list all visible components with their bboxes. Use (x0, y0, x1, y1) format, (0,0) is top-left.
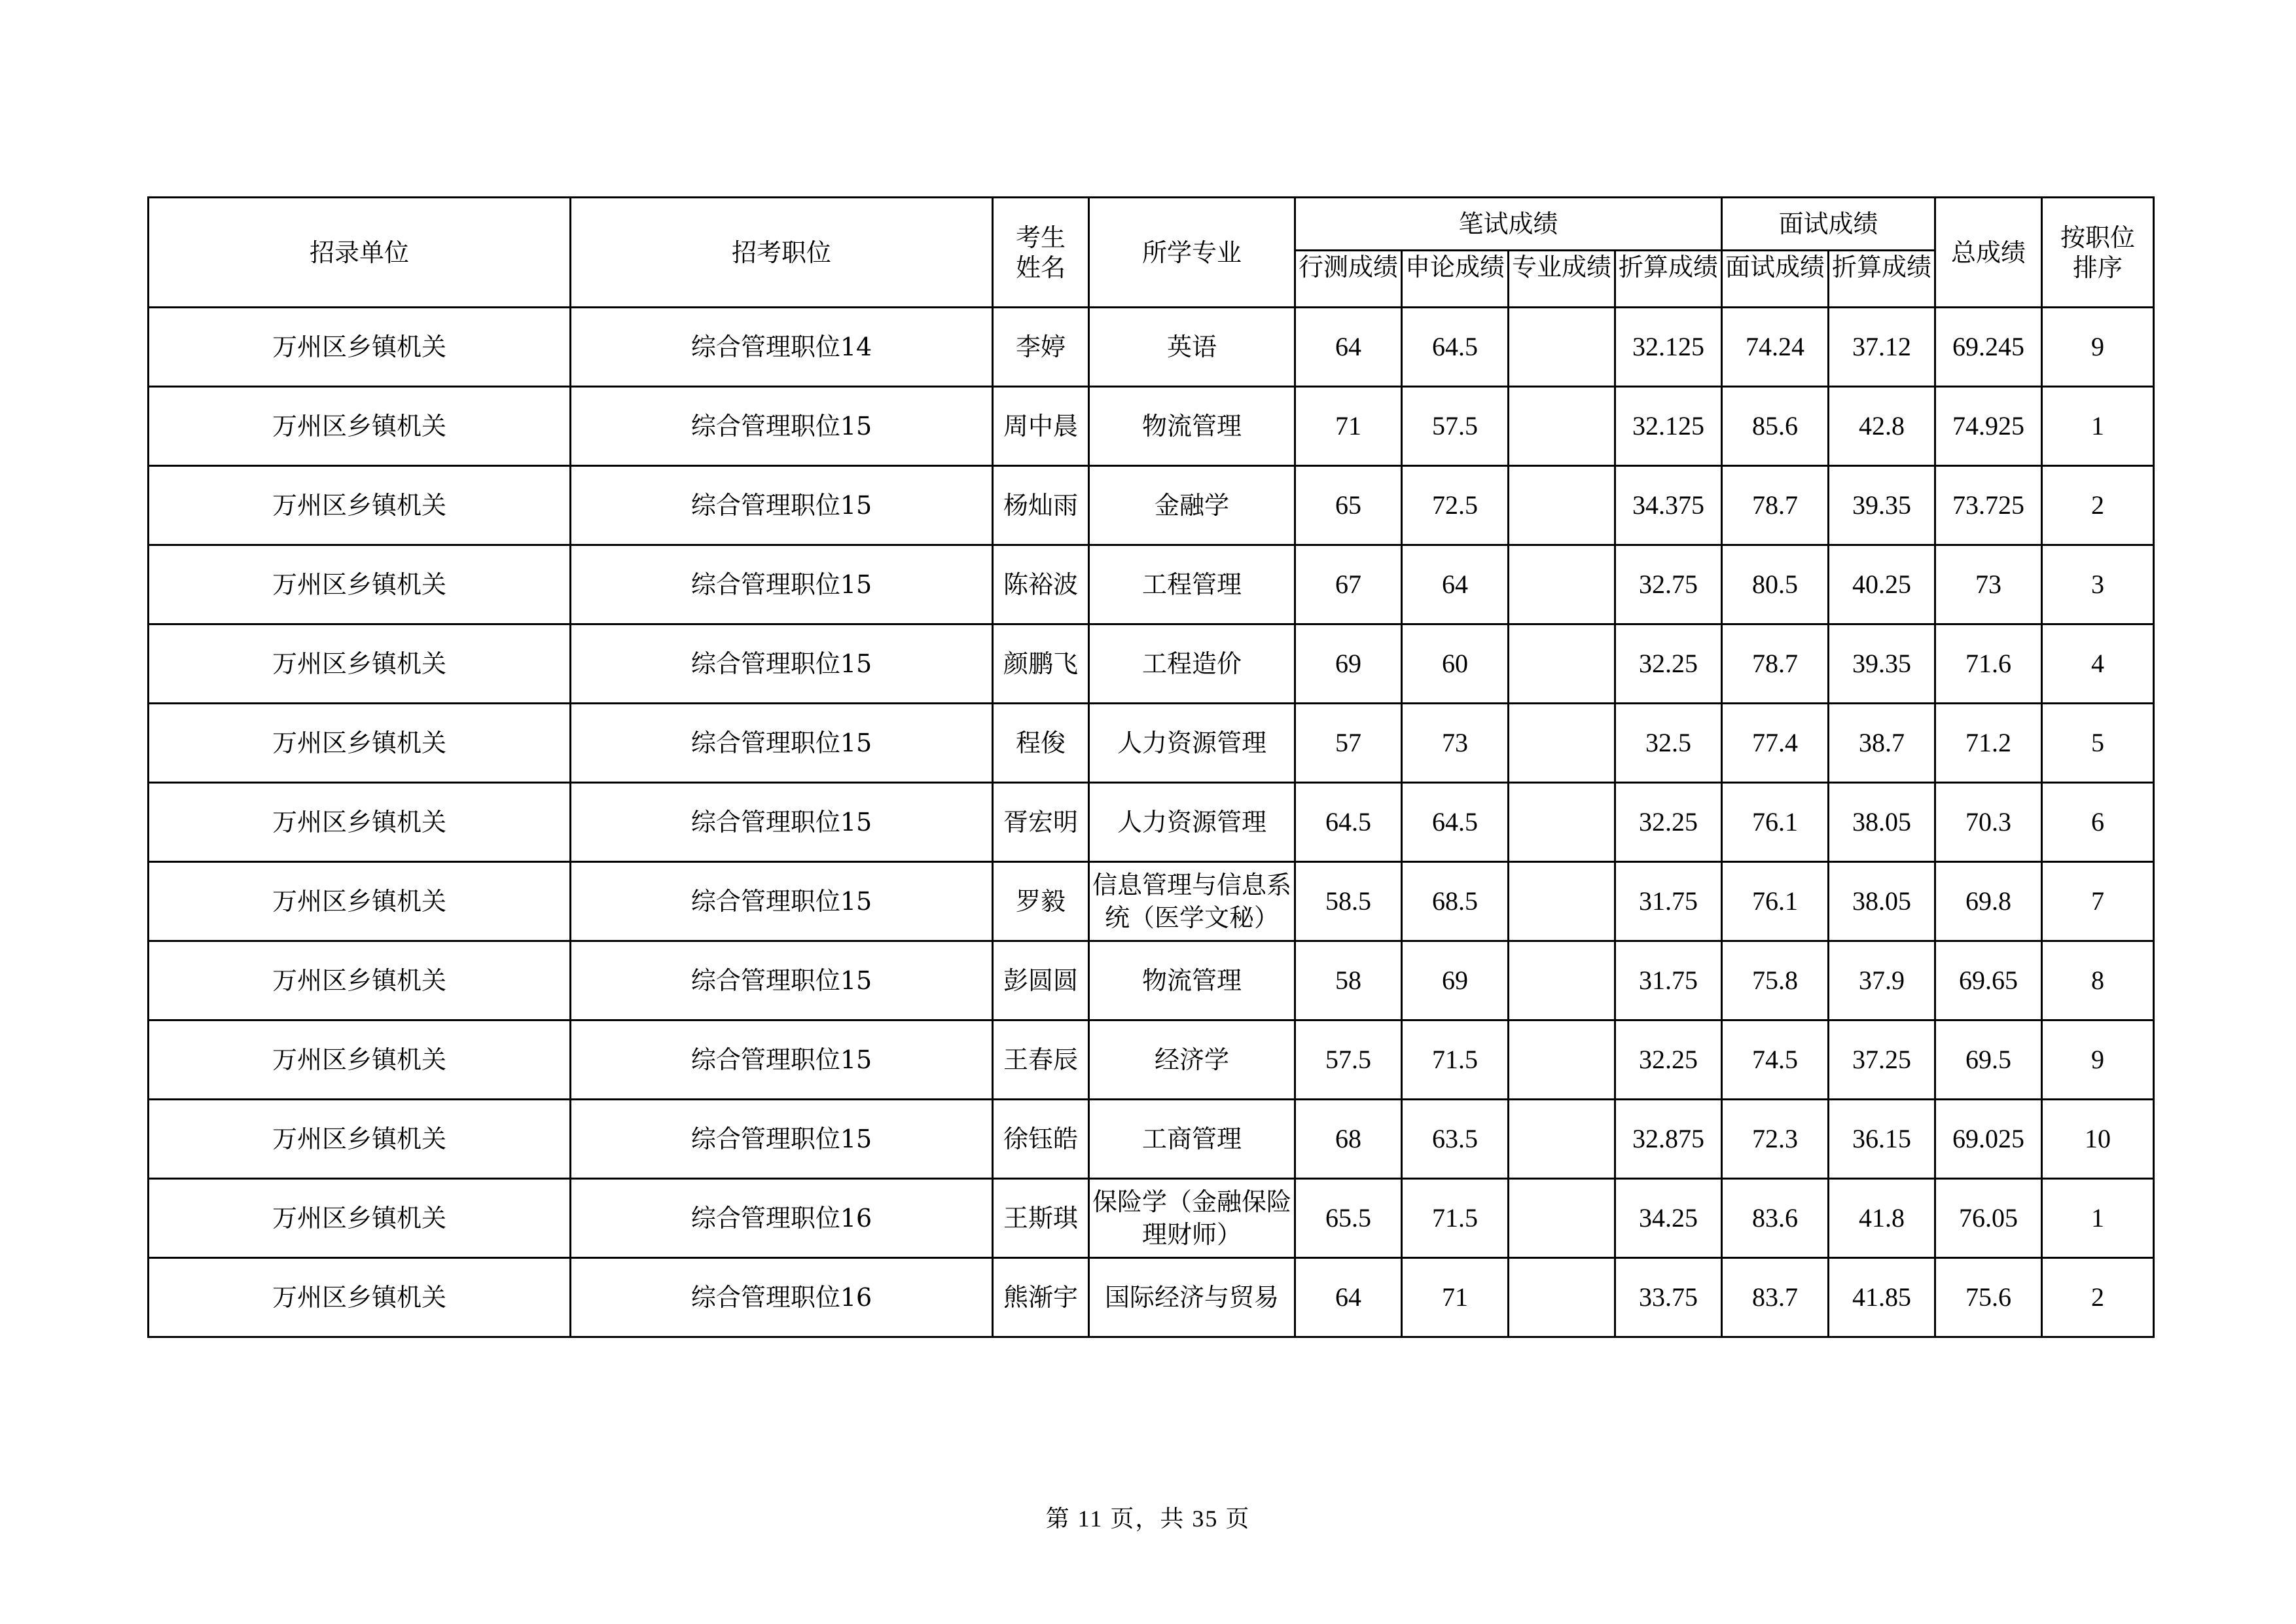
header-shenlun: 申论成绩 (1402, 251, 1509, 308)
cell-rank: 2 (2042, 466, 2154, 545)
cell-zhuanye (1509, 308, 1615, 387)
cell-name: 程俊 (993, 704, 1089, 783)
header-xingce: 行测成绩 (1295, 251, 1402, 308)
header-written: 笔试成绩 (1295, 198, 1722, 251)
cell-written-converted: 32.125 (1615, 308, 1722, 387)
cell-unit: 万州区乡镇机关 (149, 387, 571, 466)
table-row (149, 1020, 2154, 1100)
cell-name: 李婷 (993, 308, 1089, 387)
cell-position: 综合管理职位15 (571, 466, 993, 545)
cell-shenlun: 63.5 (1402, 1100, 1509, 1179)
cell-unit: 万州区乡镇机关 (149, 1020, 571, 1100)
cell-name: 罗毅 (993, 862, 1089, 941)
cell-interview-converted: 38.05 (1829, 783, 1935, 862)
cell-unit: 万州区乡镇机关 (149, 941, 571, 1020)
cell-major (1089, 704, 1295, 783)
cell-written-converted: 31.75 (1615, 862, 1722, 941)
header-interview-score: 面试成绩 (1722, 251, 1829, 308)
cell-major-text: 物流管理 (1141, 966, 1242, 995)
table-row (149, 387, 2154, 466)
cell-rank: 9 (2042, 308, 2154, 387)
cell-interview: 74.5 (1722, 1020, 1829, 1100)
table-row (149, 1258, 2154, 1337)
cell-unit: 万州区乡镇机关 (149, 1258, 571, 1337)
cell-major (1089, 624, 1295, 704)
cell-shenlun: 60 (1402, 624, 1509, 704)
cell-xingce: 58 (1295, 941, 1402, 1020)
cell-rank: 6 (2042, 783, 2154, 862)
cell-unit: 万州区乡镇机关 (149, 1179, 571, 1258)
cell-written-converted: 33.75 (1615, 1258, 1722, 1337)
cell-position: 综合管理职位15 (571, 704, 993, 783)
cell-position: 综合管理职位15 (571, 941, 993, 1020)
header-position: 招考职位 (571, 198, 993, 308)
cell-interview-converted: 37.12 (1829, 308, 1935, 387)
cell-major-text: 金融学 (1154, 491, 1229, 520)
table-body (149, 308, 2154, 1337)
cell-interview: 76.1 (1722, 783, 1829, 862)
cell-total: 75.6 (1935, 1258, 2042, 1337)
cell-interview-converted: 40.25 (1829, 545, 1935, 624)
cell-interview: 85.6 (1722, 387, 1829, 466)
cell-name: 熊渐宇 (993, 1258, 1089, 1337)
header-major: 所学专业 (1089, 198, 1295, 308)
cell-major (1089, 545, 1295, 624)
cell-total: 69.025 (1935, 1100, 2042, 1179)
cell-major-text: 人力资源管理 (1117, 729, 1266, 757)
cell-position: 综合管理职位16 (571, 1258, 993, 1337)
cell-shenlun: 72.5 (1402, 466, 1509, 545)
cell-written-converted: 34.25 (1615, 1179, 1722, 1258)
cell-interview: 72.3 (1722, 1100, 1829, 1179)
cell-position: 综合管理职位16 (571, 1179, 993, 1258)
cell-total: 71.2 (1935, 704, 2042, 783)
table-row (149, 624, 2154, 704)
cell-interview: 74.24 (1722, 308, 1829, 387)
header-rank: 按职位 排序 (2042, 198, 2154, 308)
header-total: 总成绩 (1935, 198, 2042, 308)
header-zhuanye: 专业成绩 (1509, 251, 1615, 308)
cell-rank: 1 (2042, 387, 2154, 466)
cell-interview: 78.7 (1722, 466, 1829, 545)
cell-total: 69.245 (1935, 308, 2042, 387)
cell-position: 综合管理职位15 (571, 783, 993, 862)
cell-major-text: 工程管理 (1141, 570, 1242, 599)
cell-major (1089, 1179, 1295, 1258)
cell-rank: 9 (2042, 1020, 2154, 1100)
cell-rank: 10 (2042, 1100, 2154, 1179)
cell-interview-converted: 39.35 (1829, 466, 1935, 545)
cell-written-converted: 32.75 (1615, 545, 1722, 624)
cell-total: 71.6 (1935, 624, 2042, 704)
cell-total: 70.3 (1935, 783, 2042, 862)
cell-position: 综合管理职位15 (571, 1100, 993, 1179)
cell-xingce: 64 (1295, 308, 1402, 387)
cell-name: 徐钰皓 (993, 1100, 1089, 1179)
cell-unit: 万州区乡镇机关 (149, 466, 571, 545)
cell-rank: 5 (2042, 704, 2154, 783)
cell-written-converted: 32.875 (1615, 1100, 1722, 1179)
cell-position: 综合管理职位15 (571, 387, 993, 466)
cell-zhuanye (1509, 1179, 1615, 1258)
cell-position: 综合管理职位14 (571, 308, 993, 387)
cell-major-text: 工程造价 (1141, 649, 1242, 678)
header-written-converted: 折算成绩 (1615, 251, 1722, 308)
cell-zhuanye (1509, 783, 1615, 862)
cell-zhuanye (1509, 387, 1615, 466)
cell-xingce: 71 (1295, 387, 1402, 466)
cell-unit: 万州区乡镇机关 (149, 862, 571, 941)
cell-name: 周中晨 (993, 387, 1089, 466)
table-row (149, 545, 2154, 624)
cell-name: 胥宏明 (993, 783, 1089, 862)
cell-rank: 7 (2042, 862, 2154, 941)
cell-shenlun: 71.5 (1402, 1020, 1509, 1100)
header-interview-converted: 折算成绩 (1829, 251, 1935, 308)
cell-interview: 76.1 (1722, 862, 1829, 941)
cell-shenlun: 73 (1402, 704, 1509, 783)
cell-written-converted: 31.75 (1615, 941, 1722, 1020)
cell-shenlun: 64.5 (1402, 308, 1509, 387)
cell-major (1089, 1100, 1295, 1179)
cell-zhuanye (1509, 941, 1615, 1020)
header-unit: 招录单位 (149, 198, 571, 308)
cell-major-text: 保险学（金融保险理财师） (1092, 1187, 1291, 1249)
page-number: 第 11 页，共 35 页 (1045, 1506, 1251, 1532)
cell-shenlun: 71.5 (1402, 1179, 1509, 1258)
cell-unit: 万州区乡镇机关 (149, 1100, 571, 1179)
table-row (149, 308, 2154, 387)
score-table (147, 196, 2155, 1338)
cell-interview-converted: 36.15 (1829, 1100, 1935, 1179)
table-row (149, 1100, 2154, 1179)
cell-zhuanye (1509, 1100, 1615, 1179)
table-header (149, 198, 2154, 308)
cell-position: 综合管理职位15 (571, 624, 993, 704)
cell-total: 69.8 (1935, 862, 2042, 941)
cell-name: 王春辰 (993, 1020, 1089, 1100)
cell-xingce: 58.5 (1295, 862, 1402, 941)
cell-name: 杨灿雨 (993, 466, 1089, 545)
cell-unit: 万州区乡镇机关 (149, 783, 571, 862)
cell-name: 彭圆圆 (993, 941, 1089, 1020)
header-name: 考生 姓名 (993, 198, 1089, 308)
cell-zhuanye (1509, 704, 1615, 783)
cell-interview: 75.8 (1722, 941, 1829, 1020)
cell-zhuanye (1509, 1258, 1615, 1337)
cell-major (1089, 387, 1295, 466)
cell-interview-converted: 37.9 (1829, 941, 1935, 1020)
cell-interview-converted: 42.8 (1829, 387, 1935, 466)
cell-name: 颜鹏飞 (993, 624, 1089, 704)
cell-rank: 1 (2042, 1179, 2154, 1258)
cell-written-converted: 34.375 (1615, 466, 1722, 545)
cell-written-converted: 32.25 (1615, 1020, 1722, 1100)
cell-written-converted: 32.25 (1615, 783, 1722, 862)
table-row (149, 1179, 2154, 1258)
cell-interview: 77.4 (1722, 704, 1829, 783)
cell-xingce: 69 (1295, 624, 1402, 704)
cell-major (1089, 862, 1295, 941)
table-row (149, 466, 2154, 545)
cell-shenlun: 69 (1402, 941, 1509, 1020)
cell-position: 综合管理职位15 (571, 545, 993, 624)
cell-major-text: 英语 (1166, 333, 1217, 361)
table-row (149, 862, 2154, 941)
cell-xingce: 65.5 (1295, 1179, 1402, 1258)
cell-shenlun: 68.5 (1402, 862, 1509, 941)
cell-interview-converted: 39.35 (1829, 624, 1935, 704)
cell-rank: 4 (2042, 624, 2154, 704)
cell-rank: 8 (2042, 941, 2154, 1020)
cell-unit: 万州区乡镇机关 (149, 308, 571, 387)
cell-xingce: 64 (1295, 1258, 1402, 1337)
cell-major (1089, 466, 1295, 545)
table-row (149, 783, 2154, 862)
cell-interview: 83.6 (1722, 1179, 1829, 1258)
cell-xingce: 57 (1295, 704, 1402, 783)
cell-major-text: 人力资源管理 (1117, 808, 1266, 837)
cell-interview: 78.7 (1722, 624, 1829, 704)
cell-unit: 万州区乡镇机关 (149, 704, 571, 783)
table-row (149, 704, 2154, 783)
cell-interview-converted: 41.85 (1829, 1258, 1935, 1337)
cell-zhuanye (1509, 466, 1615, 545)
cell-xingce: 57.5 (1295, 1020, 1402, 1100)
cell-xingce: 64.5 (1295, 783, 1402, 862)
cell-zhuanye (1509, 862, 1615, 941)
cell-shenlun: 64.5 (1402, 783, 1509, 862)
cell-interview-converted: 37.25 (1829, 1020, 1935, 1100)
cell-rank: 3 (2042, 545, 2154, 624)
cell-total: 76.05 (1935, 1179, 2042, 1258)
cell-unit: 万州区乡镇机关 (149, 624, 571, 704)
cell-name: 王斯琪 (993, 1179, 1089, 1258)
cell-xingce: 67 (1295, 545, 1402, 624)
cell-total: 69.5 (1935, 1020, 2042, 1100)
cell-name: 陈裕波 (993, 545, 1089, 624)
cell-unit: 万州区乡镇机关 (149, 545, 571, 624)
cell-shenlun: 64 (1402, 545, 1509, 624)
cell-major (1089, 308, 1295, 387)
cell-total: 73.725 (1935, 466, 2042, 545)
cell-xingce: 68 (1295, 1100, 1402, 1179)
cell-major (1089, 941, 1295, 1020)
header-interview: 面试成绩 (1722, 198, 1935, 251)
cell-written-converted: 32.125 (1615, 387, 1722, 466)
table-row (149, 941, 2154, 1020)
cell-written-converted: 32.25 (1615, 624, 1722, 704)
cell-zhuanye (1509, 1020, 1615, 1100)
cell-major-text: 国际经济与贸易 (1104, 1283, 1279, 1312)
cell-interview: 80.5 (1722, 545, 1829, 624)
cell-written-converted: 32.5 (1615, 704, 1722, 783)
cell-major-text: 经济学 (1154, 1045, 1229, 1074)
cell-position: 综合管理职位15 (571, 1020, 993, 1100)
cell-xingce: 65 (1295, 466, 1402, 545)
cell-total: 74.925 (1935, 387, 2042, 466)
cell-major-text: 信息管理与信息系统（医学文秘） (1092, 871, 1291, 932)
cell-interview-converted: 41.8 (1829, 1179, 1935, 1258)
cell-major (1089, 783, 1295, 862)
score-table-container (147, 196, 2153, 1338)
cell-major-text: 工商管理 (1141, 1125, 1242, 1153)
cell-position: 综合管理职位15 (571, 862, 993, 941)
cell-major (1089, 1258, 1295, 1337)
cell-major (1089, 1020, 1295, 1100)
cell-shenlun: 71 (1402, 1258, 1509, 1337)
cell-interview-converted: 38.7 (1829, 704, 1935, 783)
cell-major-text: 物流管理 (1141, 412, 1242, 441)
cell-interview: 83.7 (1722, 1258, 1829, 1337)
cell-total: 73 (1935, 545, 2042, 624)
cell-zhuanye (1509, 545, 1615, 624)
cell-shenlun: 57.5 (1402, 387, 1509, 466)
cell-interview-converted: 38.05 (1829, 862, 1935, 941)
cell-rank: 2 (2042, 1258, 2154, 1337)
cell-zhuanye (1509, 624, 1615, 704)
cell-total: 69.65 (1935, 941, 2042, 1020)
